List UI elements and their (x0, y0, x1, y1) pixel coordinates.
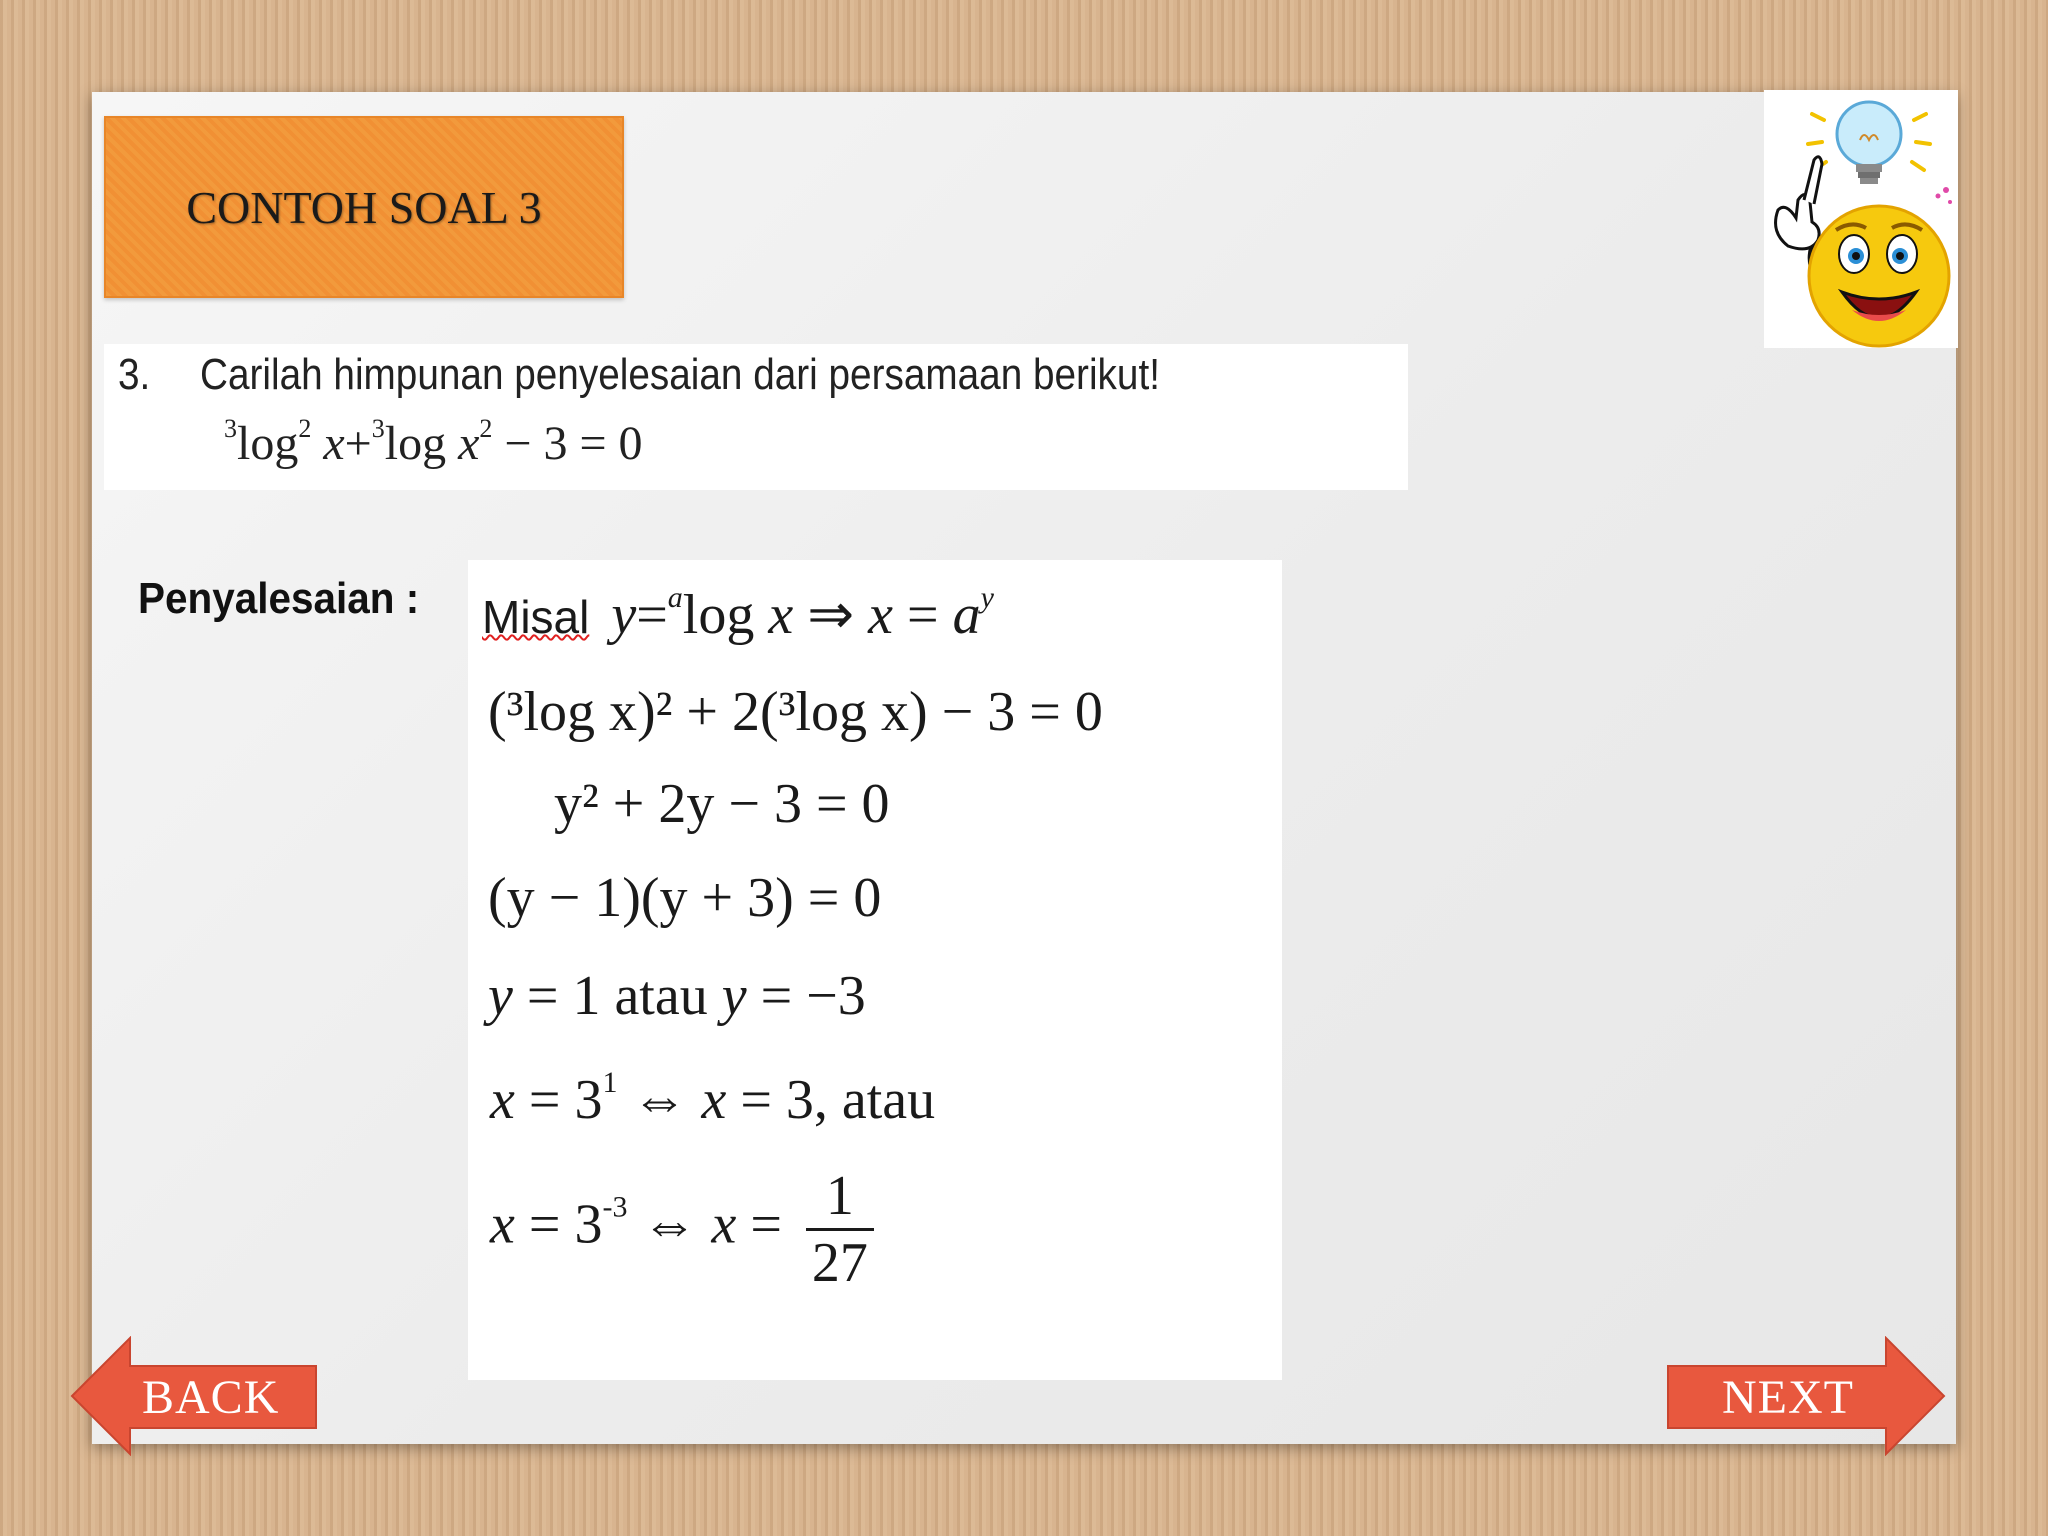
s6-e: = 3, atau (726, 1069, 936, 1131)
next-label: NEXT (1722, 1371, 1854, 1424)
s6-a: x (490, 1069, 515, 1131)
s1-sup-y: y (980, 581, 994, 614)
question-text: Carilah himpunan penyelesaian dari persamaan berikut! (200, 350, 1160, 399)
s7-e: = (736, 1193, 796, 1256)
back-label: BACK (142, 1371, 280, 1424)
s7-b: = 3 (514, 1193, 603, 1256)
s7-c: ⇔ (627, 1193, 712, 1256)
s1-arrow: ⇒ (807, 584, 855, 646)
s7-d: x (711, 1193, 737, 1256)
eq-plus: + (344, 417, 372, 470)
s1-eq: = (636, 584, 668, 646)
eq-var: x (323, 417, 345, 470)
s1-a: a (952, 584, 981, 646)
eq-var-2: x (458, 417, 480, 470)
solution-step-1 (482, 582, 994, 647)
s1-log: log (682, 584, 755, 646)
eq-base: 3 (224, 414, 237, 443)
misal-label: Misal (482, 591, 590, 643)
question-equation (224, 416, 643, 471)
eq-power-2: 2 (479, 414, 493, 443)
s6-c: ⇔ (617, 1069, 702, 1131)
s5-y2: y (721, 965, 747, 1027)
eq-log: log (237, 417, 299, 470)
s7-a: x (490, 1193, 515, 1256)
s5-end: = −3 (746, 965, 866, 1027)
question-number: 3. (118, 350, 151, 399)
page-title: CONTOH SOAL 3 (186, 181, 542, 233)
eq-log-2: log (384, 417, 447, 470)
eq-rest: − 3 = 0 (492, 417, 643, 470)
eq-power: 2 (298, 414, 312, 443)
s1-sup-a: a (667, 581, 683, 614)
s6-b: = 3 (514, 1069, 603, 1131)
smiley-lightbulb-icon (1764, 90, 1958, 348)
fraction-denominator: 27 (811, 1232, 868, 1294)
s5-mid: = 1 atau (512, 965, 722, 1027)
fraction (806, 1164, 874, 1295)
s7-exp: -3 (602, 1190, 628, 1224)
fraction-numerator: 1 (806, 1164, 874, 1231)
solution-label: Penyalesaian : (138, 574, 420, 623)
s1-x: x (768, 584, 794, 646)
solution-box (468, 560, 1282, 1380)
solution-step-5 (488, 964, 866, 1028)
solution-step-4: (y − 1)(y + 3) = 0 (488, 867, 882, 929)
s6-d: x (701, 1069, 727, 1131)
eq-base-2: 3 (371, 414, 385, 443)
s1-eq2: = (907, 584, 939, 646)
next-button[interactable] (1666, 1336, 1946, 1461)
question-box (104, 344, 1408, 490)
title-box (104, 116, 624, 298)
s1-y: y (611, 584, 637, 646)
s6-exp: 1 (602, 1066, 618, 1099)
mascot-card (1764, 90, 1958, 348)
solution-step-3: y² + 2y − 3 = 0 (554, 773, 890, 835)
s1-x2: x (868, 584, 893, 646)
solution-step-2: (³log x)² + 2(³log x) − 3 = 0 (488, 681, 1103, 743)
back-button[interactable] (70, 1336, 320, 1461)
solution-step-6 (490, 1068, 935, 1132)
s5-y1: y (488, 965, 513, 1027)
solution-step-7 (490, 1164, 874, 1295)
